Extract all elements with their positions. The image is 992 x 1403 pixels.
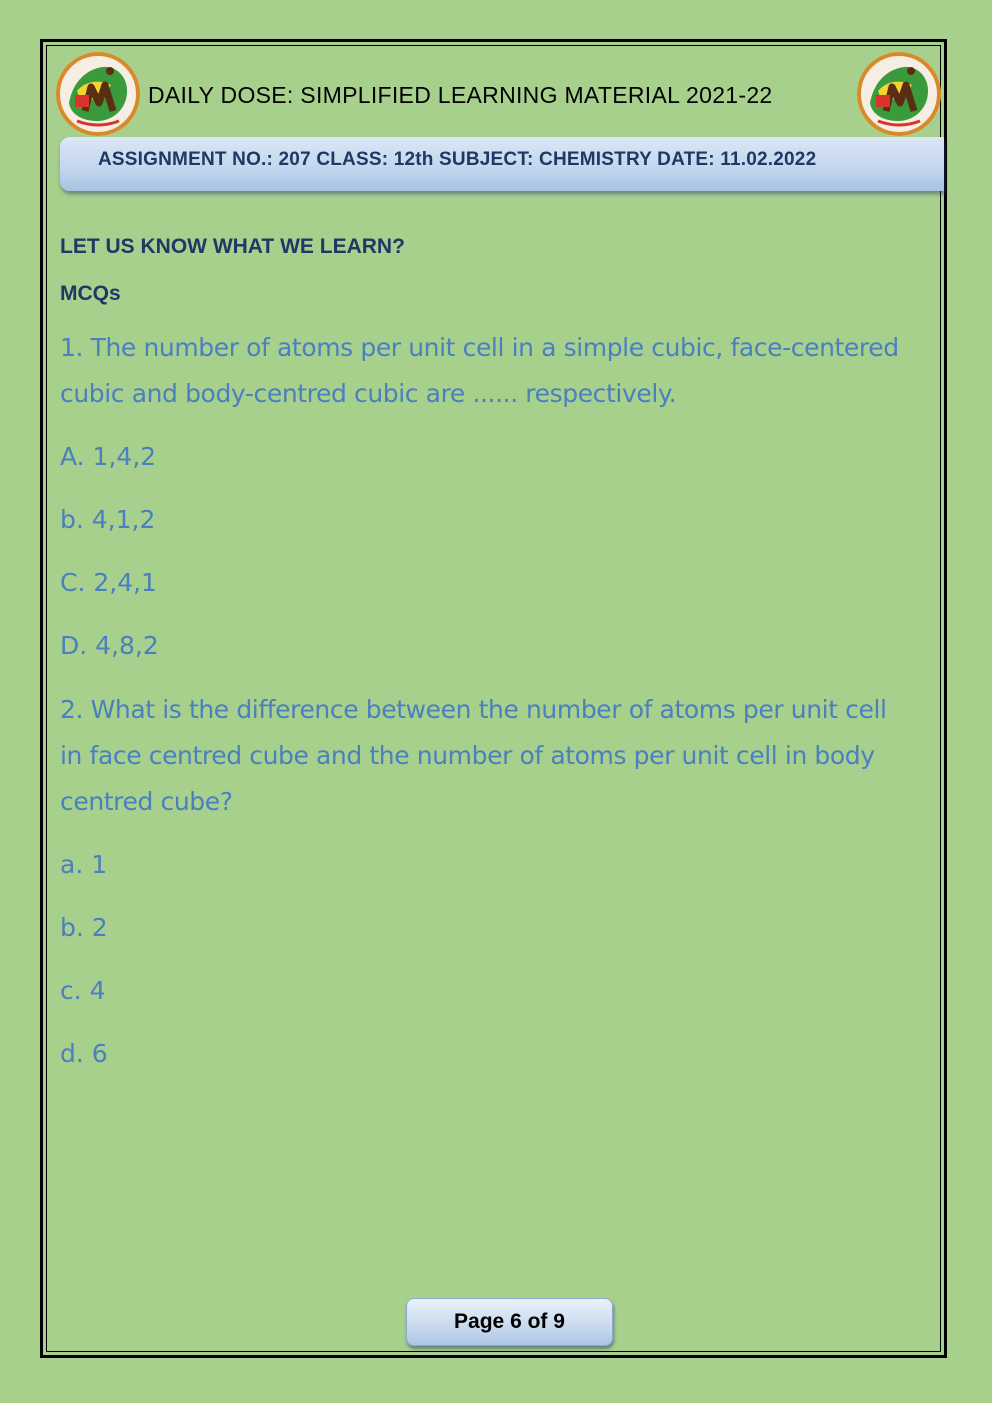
page-number-box xyxy=(406,1298,613,1346)
question-line: in face centred cube and the number of atoms per unit cell in body xyxy=(60,741,875,770)
question-line: cubic and body-centred cubic are ...... respectively. xyxy=(60,379,677,408)
question-line: 1. The number of atoms per unit cell in a simple cubic, face-centered xyxy=(60,333,899,362)
question-1 xyxy=(60,325,899,417)
question-2 xyxy=(60,687,887,825)
question-1-option-d: D. 4,8,2 xyxy=(60,631,159,660)
punjab-school-logo-icon xyxy=(55,51,141,137)
question-1-option-c: C. 2,4,1 xyxy=(60,568,157,597)
assignment-info-bar xyxy=(60,137,944,191)
page-number: Page 6 of 9 xyxy=(454,1310,565,1333)
assignment-info-text: ASSIGNMENT NO.: 207 CLASS: 12th SUBJECT: CHEMISTRY DATE: 11.02.2022 xyxy=(98,149,817,170)
question-1-option-b: b. 4,1,2 xyxy=(60,505,156,534)
question-1-option-a: A. 1,4,2 xyxy=(60,442,157,471)
question-2-option-a: a. 1 xyxy=(60,850,108,879)
question-line: 2. What is the difference between the number of atoms per unit cell xyxy=(60,695,887,724)
document-title: DAILY DOSE: SIMPLIFIED LEARNING MATERIAL 2021-22 xyxy=(148,82,773,108)
question-2-option-c: c. 4 xyxy=(60,976,106,1005)
section-heading: LET US KNOW WHAT WE LEARN? xyxy=(60,235,405,258)
punjab-school-logo-icon xyxy=(856,51,942,137)
question-line: centred cube? xyxy=(60,787,233,816)
question-2-option-b: b. 2 xyxy=(60,913,108,942)
mcq-heading: MCQs xyxy=(60,282,121,305)
question-2-option-d: d. 6 xyxy=(60,1039,108,1068)
